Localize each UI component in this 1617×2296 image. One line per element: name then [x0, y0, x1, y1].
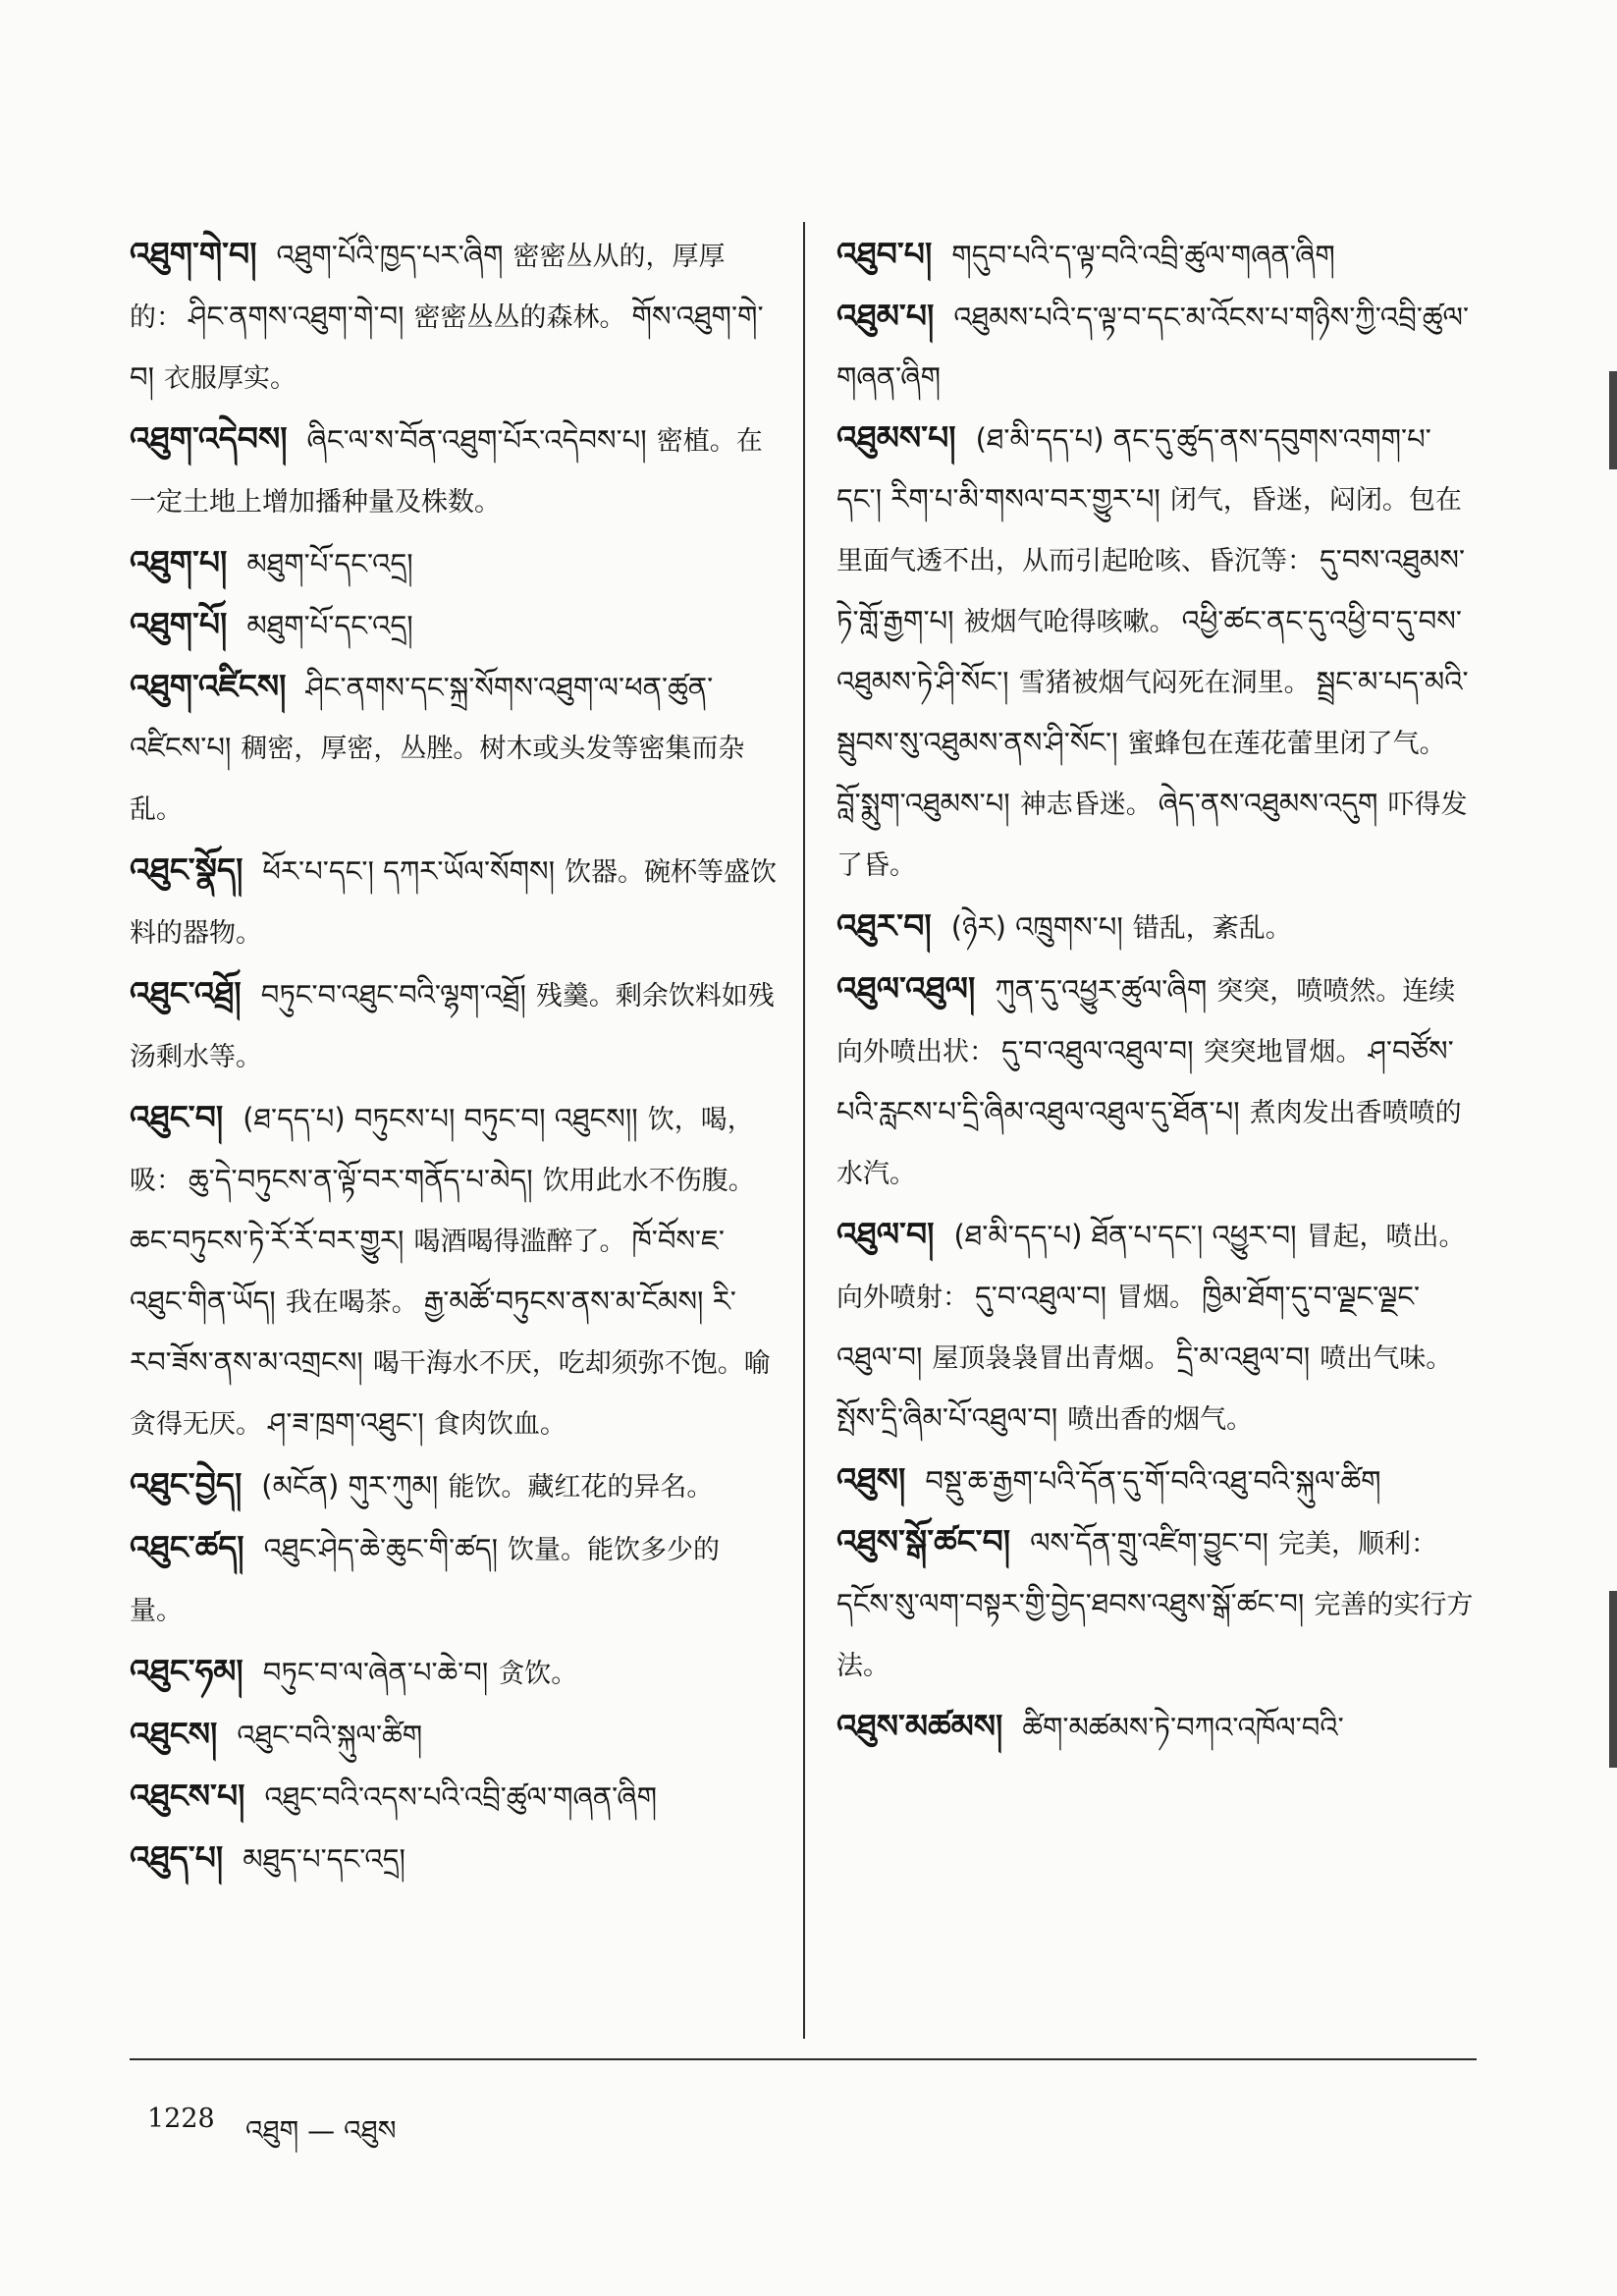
tibetan-definition: ཤིང་ནགས་དང་སྐྲ་སོགས་འཐུག་ལ་ཕན་ཚུན་འཛིངས་པ། — [130, 671, 714, 764]
tibetan-definition: འཐུམས་པའི་ད་ལྟ་བ་དང་མ་འོངས་པ་གཉིས་ཀྱི་འབྲི་ཚུལ་གཞན་ཞིག — [836, 301, 1470, 394]
tibetan-definition: བློ་སྨུག་འཐུམས་པ། — [836, 787, 1010, 820]
tibetan-definition: ཆུ་དེ་བཏུངས་ན་ལྟོ་བར་གནོད་པ་མེད། — [189, 1163, 533, 1196]
dictionary-entry — [130, 1641, 778, 1704]
column-divider — [803, 222, 805, 2039]
tibetan-definition: (ཐ་དད་པ) བཏུངས་པ། བཏུང་བ། འཐུངས།། — [243, 1102, 638, 1135]
dictionary-entry — [130, 840, 778, 963]
chinese-gloss: 闭气，昏迷，闷闭。包在里面气透不出，从而引起呛咳、昏沉等： — [836, 485, 1462, 576]
tibetan-definition: འཐུག་པོའི་ཁྱད་པར་ཞིག — [276, 239, 504, 272]
entry-headword: འཐུག་པ། — [130, 543, 228, 581]
tibetan-definition: དུ་བ་འཐུལ་བ། — [975, 1280, 1107, 1313]
chinese-gloss: 吓得发了昏。 — [836, 790, 1468, 881]
chinese-gloss: 密密丛从的，厚厚的： — [130, 242, 726, 333]
tibetan-definition: འཐུང་བའི་འདས་པའི་འབྲི་ཚུལ་གཞན་ཞིག — [264, 1780, 658, 1814]
tibetan-definition: ཁོ་བོས་ཇ་འཐུང་གིན་ཡོད། — [130, 1224, 725, 1318]
tibetan-definition: ཤིང་ནགས་འཐུག་གེ་བ། — [189, 300, 404, 333]
tibetan-definition: འཐུང་བའི་སྐུལ་ཚིག — [237, 1719, 423, 1752]
chinese-gloss: 煮肉发出香喷喷的水汽。 — [836, 1098, 1462, 1189]
dictionary-entry — [836, 1449, 1475, 1511]
chinese-gloss: 完善的实行方法。 — [836, 1590, 1474, 1681]
chinese-gloss: 喷出气味。 — [1320, 1343, 1453, 1374]
entry-headword: འཐུག་གེ་བ། — [130, 235, 257, 273]
tibetan-definition: འཕྱི་ཚང་ནང་དུ་འཕྱི་བ་དུ་བས་འཐུམས་ཏེ་ཤི་སོང་། — [836, 604, 1462, 698]
dictionary-entry — [836, 1696, 1475, 1758]
dictionary-entry — [836, 896, 1475, 958]
chinese-gloss: 喝酒喝得滥醉了。 — [413, 1227, 626, 1257]
entry-headword: འཐུད་པ། — [130, 1838, 224, 1877]
tibetan-definition: ཕོར་པ་དང་། དཀར་ཡོལ་སོགས། — [262, 854, 556, 888]
running-head: འཐུག — འཐུས — [245, 2114, 397, 2147]
chinese-gloss: 雪猪被烟气闷死在洞里。 — [1018, 668, 1311, 698]
page-number: 1228 — [147, 2104, 215, 2134]
tibetan-definition: དངོས་སུ་ལག་བསྟར་གྱི་བྱེད་ཐབས་འཐུས་སྒོ་ཚང་བ། — [836, 1587, 1305, 1620]
dictionary-entry — [836, 224, 1475, 286]
tibetan-definition: བསྡུ་ཆ་རྒྱག་པའི་དོན་དུ་གོ་བའི་འཐུ་བའི་སྐུལ་ཚིག — [925, 1464, 1381, 1498]
chinese-gloss: 饮量。能饮多少的量。 — [130, 1535, 721, 1626]
entry-headword: འཐུམས་པ། — [836, 418, 956, 457]
dictionary-entry — [836, 408, 1475, 896]
chinese-gloss: 密密丛丛的森林。 — [413, 302, 626, 333]
tibetan-definition: རྒྱ་མཚོ་བཏུངས་ནས་མ་ངོམས། རི་རབ་ཟོས་ནས་མ་འགྲངས། — [130, 1285, 736, 1379]
entry-headword: འཐུང་ཚད། — [130, 1528, 244, 1566]
scan-edge-mark — [1609, 1591, 1617, 1768]
chinese-gloss: 被烟气呛得咳嗽。 — [963, 607, 1176, 637]
entry-headword: འཐུང་བྱེད། — [130, 1465, 243, 1503]
chinese-gloss: 饮，喝，吸： — [130, 1105, 754, 1196]
dictionary-entry — [130, 224, 778, 409]
right-column — [836, 224, 1475, 1758]
chinese-gloss: 蜜蜂包在莲花蕾里闭了气。 — [1127, 729, 1446, 759]
chinese-gloss: 贪饮。 — [498, 1659, 578, 1689]
entry-headword: འཐུངས། — [130, 1715, 218, 1753]
chinese-gloss: 完美，顺利： — [1277, 1529, 1437, 1559]
entry-headword: འཐུལ་འཐུལ། — [836, 969, 976, 1008]
tibetan-definition: (ཐ་མི་དད་པ) ནང་དུ་ཚུད་ནས་དབུགས་འགག་པ་དང་། རིག་པ་མི་གསལ་བར་གྱུར་པ། — [836, 422, 1431, 516]
dictionary-entry — [130, 1766, 778, 1828]
tibetan-definition: གོས་འཐུག་གེ་བ། — [130, 300, 764, 394]
tibetan-definition: ལས་དོན་གྲུ་འཛིག་བྱུང་བ། — [1030, 1526, 1268, 1559]
scan-edge-mark — [1609, 371, 1617, 469]
tibetan-definition: ཚིག་མཚམས་ཏེ་བཀའ་འཁོལ་བའི་ — [1022, 1711, 1344, 1744]
tibetan-definition: མཐུད་པ་དང་འདྲ། — [243, 1842, 405, 1876]
chinese-gloss: 密植。在一定土地上增加播种量及株数。 — [130, 426, 763, 518]
dictionary-entry — [130, 594, 778, 656]
entry-headword: འཐུས་མཚམས། — [836, 1707, 1003, 1745]
chinese-gloss: 饮器。碗杯等盛饮料的器物。 — [130, 857, 778, 949]
tibetan-definition: ཆང་བཏུངས་ཏེ་རོ་རོ་བར་གྱུར། — [130, 1224, 404, 1257]
dictionary-entry — [836, 1511, 1475, 1696]
dictionary-entry — [130, 409, 778, 532]
entry-headword: འཐུངས་པ། — [130, 1777, 245, 1815]
tibetan-definition: དུ་བས་འཐུམས་ཏེ་གློ་རྒྱག་པ། — [836, 543, 1466, 637]
tibetan-definition: སྤོས་དྲི་ཞིམ་པོ་འཐུལ་བ། — [836, 1401, 1058, 1435]
chinese-gloss: 衣服厚实。 — [164, 363, 297, 394]
dictionary-entry — [130, 963, 778, 1087]
entry-headword: འཐུང་བ། — [130, 1098, 224, 1136]
tibetan-definition: མཐུག་པོ་དང་འདྲ། — [246, 547, 413, 580]
tibetan-definition: ཞེད་ནས་འཐུམས་འདུག — [1158, 787, 1378, 820]
dictionary-entry — [130, 1517, 778, 1641]
tibetan-definition: ཀུན་དུ་འཕྱུར་ཚུལ་ཞིག — [995, 973, 1208, 1007]
dictionary-entry — [130, 1087, 778, 1454]
chinese-gloss: 饮用此水不伤腹。 — [542, 1166, 755, 1196]
entry-headword: འཐུས། — [836, 1460, 906, 1499]
footer-rule — [130, 2058, 1477, 2060]
tibetan-definition: བཏུང་བ་འཐུང་བའི་ལྷག་འཐྲོ། — [260, 978, 526, 1011]
tibetan-definition: གདུབ་པའི་ད་ལྟ་བའི་འབྲི་ཚུལ་གཞན་ཞིག — [951, 239, 1335, 272]
tibetan-definition: ཁྱིམ་ཐོག་དུ་བ་ལྗང་ལྗང་འཐུལ་བ། — [836, 1280, 1421, 1374]
tibetan-definition: (ཉེར) འཁྲུགས་པ། — [950, 910, 1123, 944]
entry-headword: འཐུང་འཐྲོ། — [130, 974, 242, 1012]
chinese-gloss: 我在喝茶。 — [285, 1287, 418, 1318]
tibetan-definition: དྲི་མ་འཐུལ་བ། — [1176, 1340, 1311, 1374]
dictionary-entry — [836, 958, 1475, 1204]
entry-headword: འཐུག་པོ། — [130, 605, 228, 643]
chinese-gloss: 冒烟。 — [1116, 1283, 1197, 1313]
dictionary-entry — [130, 1828, 778, 1889]
entry-headword: འཐུག་འདེབས། — [130, 419, 288, 458]
entry-headword: འཐུག་འཛིངས། — [130, 667, 287, 705]
chinese-gloss: 喝干海水不厌，吃却须弥不饱。喻贪得无厌。 — [130, 1348, 771, 1440]
tibetan-definition: ཤ་ཟ་ཁྲག་འཐུང་། — [268, 1406, 424, 1440]
tibetan-definition: ཞིང་ལ་ས་བོན་འཐུག་པོར་འདེབས་པ། — [306, 423, 647, 457]
dictionary-entry — [836, 1204, 1475, 1449]
tibetan-definition: (མངོན) གུར་ཀུམ། — [261, 1469, 439, 1503]
entry-headword: འཐུབ་པ། — [836, 235, 933, 273]
dictionary-entry — [130, 1704, 778, 1766]
tibetan-definition: ཤ་བཙོས་པའི་རླངས་པ་དྲི་ཞིམ་འཐུལ་འཐུལ་དུ་ཐོན་པ། — [836, 1034, 1454, 1128]
chinese-gloss: 喷出香的烟气。 — [1067, 1404, 1254, 1435]
entry-headword: འཐུལ་བ། — [836, 1215, 935, 1253]
chinese-gloss: 突突，喷喷然。连续向外喷出状： — [836, 976, 1456, 1067]
tibetan-definition: བཏུང་བ་ལ་ཞེན་པ་ཆེ་བ། — [262, 1656, 489, 1689]
entry-headword: འཐུང་སྣོད། — [130, 850, 243, 889]
chinese-gloss: 能饮。藏红花的异名。 — [448, 1472, 714, 1503]
chinese-gloss: 稠密，厚密，丛脞。树木或头发等密集而杂乱。 — [130, 734, 745, 825]
tibetan-definition: དུ་བ་འཐུལ་འཐུལ་བ། — [1001, 1034, 1194, 1067]
tibetan-definition: སྦྲང་མ་པད་མའི་སྦུབས་སུ་འཐུམས་ནས་ཤི་སོང་། — [836, 665, 1469, 759]
dictionary-entry — [130, 656, 778, 840]
tibetan-definition: འཐུང་ཤེད་ཆེ་ཆུང་གི་ཚད། — [263, 1532, 499, 1565]
chinese-gloss: 食肉饮血。 — [433, 1409, 566, 1440]
chinese-gloss: 神志昏迷。 — [1019, 790, 1153, 820]
entry-headword: འཐུར་བ། — [836, 906, 932, 945]
chinese-gloss: 屋顶袅袅冒出青烟。 — [932, 1343, 1171, 1374]
tibetan-definition: (ཐ་མི་དད་པ) ཐོན་པ་དང་། འཕྱུར་བ། — [953, 1219, 1297, 1252]
tibetan-definition: མཐུག་པོ་དང་འདྲ། — [246, 609, 413, 642]
entry-headword: འཐུས་སྒོ་ཚང་བ། — [836, 1522, 1011, 1560]
left-column — [130, 224, 778, 1889]
dictionary-entry — [130, 532, 778, 594]
entry-headword: འཐུང་ཧམ། — [130, 1652, 243, 1690]
chinese-gloss: 突突地冒烟。 — [1203, 1037, 1363, 1067]
entry-headword: འཐུམ་པ། — [836, 297, 935, 335]
dictionary-entry — [130, 1454, 778, 1517]
chinese-gloss: 错乱，紊乱。 — [1132, 913, 1292, 944]
chinese-gloss: 冒起，喷出。向外喷射： — [836, 1222, 1466, 1313]
dictionary-entry — [836, 286, 1475, 408]
chinese-gloss: 残羹。剩余饮料如残汤剩水等。 — [130, 981, 775, 1072]
